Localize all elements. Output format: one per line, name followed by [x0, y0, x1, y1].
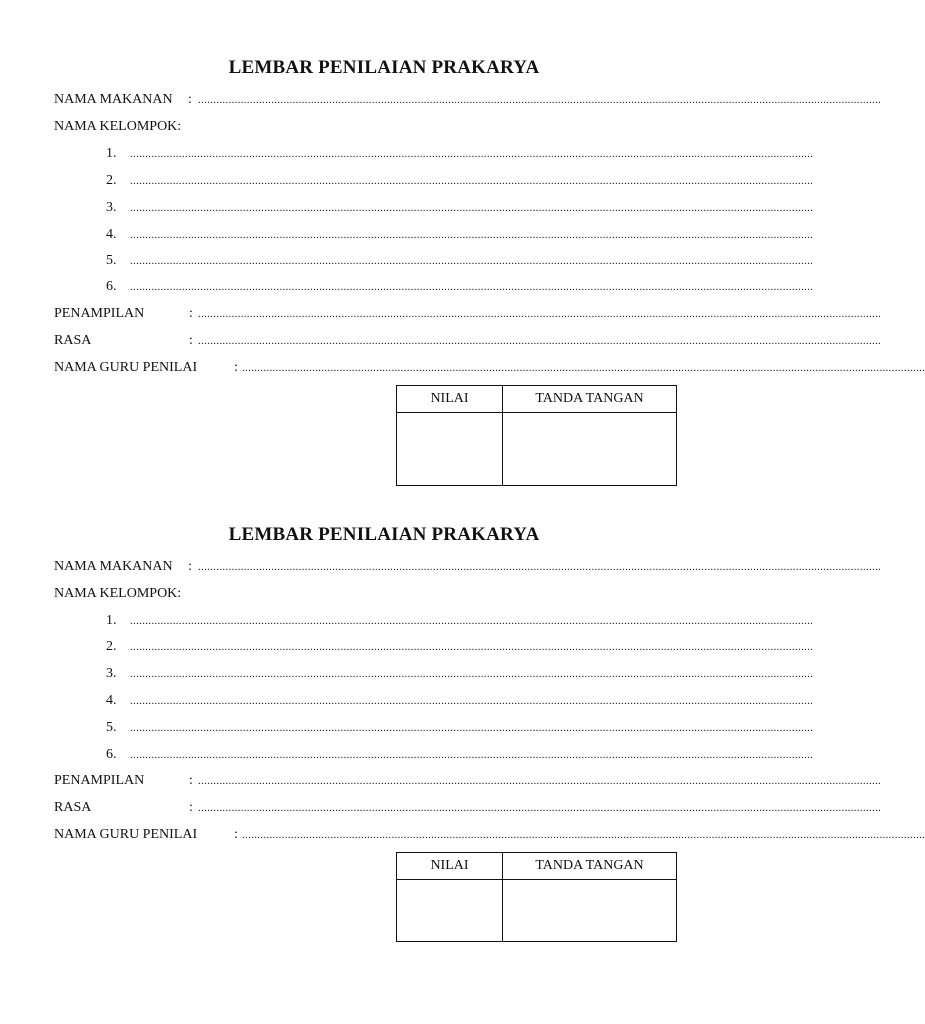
colon: : — [189, 306, 193, 321]
appearance-row — [54, 305, 882, 323]
group-name-label: NAMA KELOMPOK — [54, 586, 178, 601]
taste-row — [54, 799, 882, 817]
member-number: 5. — [106, 720, 117, 735]
appearance-label: PENAMPILAN — [54, 306, 145, 321]
teacher-row — [54, 826, 925, 844]
colon: : — [177, 586, 182, 601]
member-number: 6. — [106, 279, 117, 294]
member-field[interactable]: ................................................................................................................................................................................................................................ — [130, 255, 814, 267]
member-row-1 — [106, 612, 814, 630]
appearance-field[interactable]: ................................................................................................................................................................................................................................ — [198, 308, 882, 320]
teacher-field[interactable]: ................................................................................................................................................................................................................................ — [242, 362, 925, 374]
teacher-row — [54, 359, 925, 377]
appearance-label: PENAMPILAN — [54, 773, 145, 788]
colon: : — [234, 360, 238, 375]
member-row-6 — [106, 278, 814, 296]
signature-cell[interactable] — [503, 413, 677, 486]
group-name-row — [54, 585, 181, 603]
member-row-4 — [106, 226, 814, 244]
colon: : — [234, 827, 238, 842]
member-row-5 — [106, 719, 814, 737]
taste-field[interactable]: ................................................................................................................................................................................................................................ — [198, 335, 882, 347]
group-name-label: NAMA KELOMPOK — [54, 119, 178, 134]
member-row-4 — [106, 692, 814, 710]
member-field[interactable]: ................................................................................................................................................................................................................................ — [130, 202, 814, 214]
member-number: 3. — [106, 200, 117, 215]
member-row-1 — [106, 145, 814, 163]
member-row-3 — [106, 665, 814, 683]
member-field[interactable]: ................................................................................................................................................................................................................................ — [130, 668, 814, 680]
member-number: 3. — [106, 666, 117, 681]
food-name-field[interactable]: ................................................................................................................................................................................................................................ — [198, 561, 882, 573]
food-name-row — [54, 558, 882, 576]
colon: : — [188, 559, 192, 574]
form-title: LEMBAR PENILAIAN PRAKARYA — [228, 57, 540, 78]
member-field[interactable]: ................................................................................................................................................................................................................................ — [130, 641, 814, 653]
appearance-row — [54, 772, 882, 790]
member-number: 1. — [106, 613, 117, 628]
member-field[interactable]: ................................................................................................................................................................................................................................ — [130, 229, 814, 241]
teacher-label: NAMA GURU PENILAI — [54, 360, 198, 375]
food-name-field[interactable]: ................................................................................................................................................................................................................................ — [198, 94, 882, 106]
teacher-field[interactable]: ................................................................................................................................................................................................................................ — [242, 829, 925, 841]
group-name-row — [54, 118, 181, 136]
score-table — [396, 852, 677, 942]
member-field[interactable]: ................................................................................................................................................................................................................................ — [130, 615, 814, 627]
taste-row — [54, 332, 882, 350]
colon: : — [189, 773, 193, 788]
teacher-label: NAMA GURU PENILAI — [54, 827, 198, 842]
member-number: 5. — [106, 253, 117, 268]
score-cell[interactable] — [397, 413, 503, 486]
member-row-5 — [106, 252, 814, 270]
member-field[interactable]: ................................................................................................................................................................................................................................ — [130, 175, 814, 187]
taste-label: RASA — [54, 800, 92, 815]
taste-field[interactable]: ................................................................................................................................................................................................................................ — [198, 802, 882, 814]
member-number: 4. — [106, 227, 117, 242]
member-field[interactable]: ................................................................................................................................................................................................................................ — [130, 695, 814, 707]
form-title: LEMBAR PENILAIAN PRAKARYA — [228, 524, 540, 545]
member-number: 1. — [106, 146, 117, 161]
member-row-2 — [106, 172, 814, 190]
member-field[interactable]: ................................................................................................................................................................................................................................ — [130, 722, 814, 734]
food-name-label: NAMA MAKANAN — [54, 559, 173, 574]
score-cell[interactable] — [397, 880, 503, 942]
member-number: 2. — [106, 173, 117, 188]
colon: : — [189, 800, 193, 815]
member-number: 4. — [106, 693, 117, 708]
member-row-2 — [106, 638, 814, 656]
member-field[interactable]: ................................................................................................................................................................................................................................ — [130, 749, 814, 761]
member-field[interactable]: ................................................................................................................................................................................................................................ — [130, 148, 814, 160]
signature-cell[interactable] — [503, 880, 677, 942]
signature-header: TANDA TANGAN — [503, 853, 677, 880]
taste-label: RASA — [54, 333, 92, 348]
member-row-3 — [106, 199, 814, 217]
member-row-6 — [106, 746, 814, 764]
member-number: 2. — [106, 639, 117, 654]
signature-header: TANDA TANGAN — [503, 386, 677, 413]
colon: : — [177, 119, 182, 134]
score-header: NILAI — [397, 386, 503, 413]
member-number: 6. — [106, 747, 117, 762]
score-header: NILAI — [397, 853, 503, 880]
colon: : — [188, 92, 192, 107]
food-name-label: NAMA MAKANAN — [54, 92, 173, 107]
member-field[interactable]: ................................................................................................................................................................................................................................ — [130, 281, 814, 293]
appearance-field[interactable]: ................................................................................................................................................................................................................................ — [198, 775, 882, 787]
food-name-row — [54, 91, 882, 109]
colon: : — [189, 333, 193, 348]
score-table — [396, 385, 677, 486]
